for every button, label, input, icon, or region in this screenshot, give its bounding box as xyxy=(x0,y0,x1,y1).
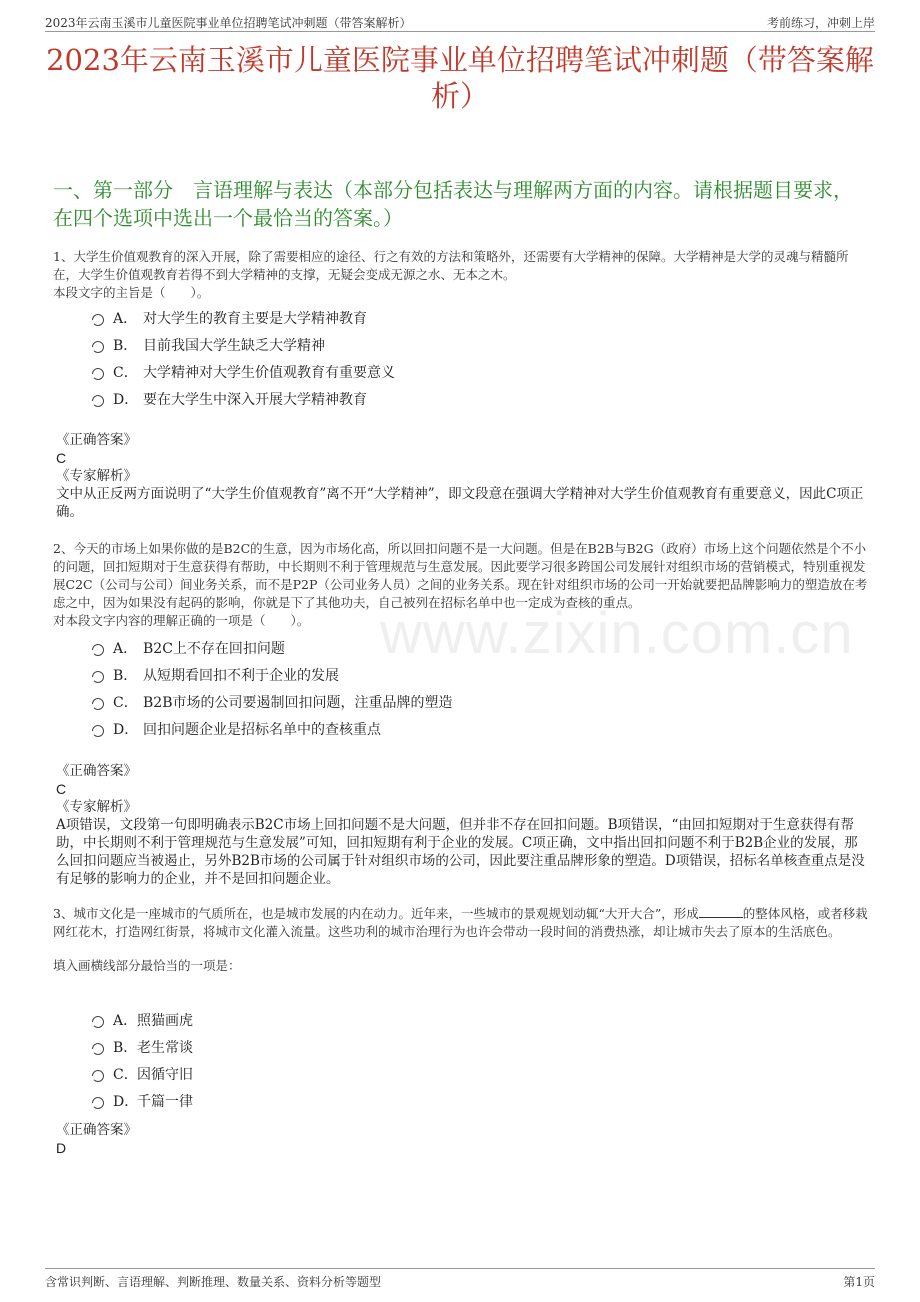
question-prompt: 填入画横线部分最恰当的一项是： xyxy=(53,958,241,973)
question-1-options xyxy=(92,304,395,412)
header-doc-title: 2023年云南玉溪市儿童医院事业单位招聘笔试冲刺题（带答案解析） xyxy=(45,16,412,30)
option-b[interactable]: B． 老生常谈 xyxy=(92,1033,193,1060)
page-header xyxy=(45,12,875,32)
question-3-answer xyxy=(56,1121,870,1157)
question-stem-text: 2、今天的市场上如果你做的是B2C的生意，因为市场化高，所以回扣问题不是一大问题。但是在B2B与B2G（政府）市场上这个问题依然是个不小的问题，回扣短期对于生意获得有帮助，中长期则不利于管理规范与生意发展。因此要学习很多跨国公司发展针对组织市场的营销模式，特别重视发展C2C（公司与公司）间业务关系，而不是P2P（公司业务人员）之间的业务关系。现在针对组织市场的公司一开始就要把品牌影响力的塑造放在考虑之中，因为如果没有起码的影响，你就是下了其他功夫，自己被列在招标名单中也一定成为查核的重点。 xyxy=(53,541,868,610)
answer-label: 《正确答案》 xyxy=(56,432,137,448)
question-prompt: 对本段文字内容的理解正确的一项是（ ）。 xyxy=(53,613,310,628)
question-prompt: 本段文字的主旨是（ ）。 xyxy=(53,285,210,300)
header-slogan: 考前练习，冲刺上岸 xyxy=(766,16,875,30)
option-b[interactable]: B． 从短期看回扣不利于企业的发展 xyxy=(92,661,452,688)
analysis-label: 《专家解析》 xyxy=(56,799,137,815)
fill-blank-line xyxy=(699,906,743,918)
option-a[interactable]: A． B2C上不存在回扣问题 xyxy=(92,634,452,661)
question-3-stem xyxy=(53,905,870,975)
section-heading: 一、第一部分 言语理解与表达（本部分包括表达与理解两方面的内容。请根据题目要求，在四个选项中选出一个最恰当的答案。） xyxy=(53,178,853,230)
option-d[interactable]: D． 千篇一律 xyxy=(92,1087,193,1114)
radio-icon[interactable] xyxy=(92,1016,104,1028)
radio-icon[interactable] xyxy=(92,368,104,380)
radio-icon[interactable] xyxy=(92,1043,104,1055)
watermark: www.zixin.com.cn xyxy=(380,601,854,666)
answer-value: C xyxy=(56,781,67,797)
radio-icon[interactable] xyxy=(92,644,104,656)
answer-value: C xyxy=(56,450,67,466)
question-stem-text: 1、大学生价值观教育的深入开展，除了需要相应的途径、行之有效的方法和策略外，还需要有大学精神的保障。大学精神是大学的灵魂与精髓所在，大学生价值观教育若得不到大学精神的支撑，无疑会变成无源之水、无本之木。 xyxy=(53,249,849,282)
question-3-options xyxy=(92,1006,193,1114)
question-2-stem xyxy=(53,540,870,630)
document-title: 2023年云南玉溪市儿童医院事业单位招聘笔试冲刺题（带答案解析） xyxy=(46,43,874,113)
option-c[interactable]: C． 因循守旧 xyxy=(92,1060,193,1087)
option-d[interactable]: D． 要在大学生中深入开展大学精神教育 xyxy=(92,385,395,412)
footer-description: 含常识判断、言语理解、判断推理、数量关系、资料分析等题型 xyxy=(45,1275,382,1289)
question-1-stem xyxy=(53,248,870,302)
question-1-answer xyxy=(56,431,870,521)
option-c[interactable]: C． B2B市场的公司要遏制回扣问题，注重品牌的塑造 xyxy=(92,688,452,715)
answer-label: 《正确答案》 xyxy=(56,1122,137,1138)
radio-icon[interactable] xyxy=(92,698,104,710)
option-a[interactable]: A． 对大学生的教育主要是大学精神教育 xyxy=(92,304,395,331)
analysis-label: 《专家解析》 xyxy=(56,468,137,484)
radio-icon[interactable] xyxy=(92,341,104,353)
radio-icon[interactable] xyxy=(92,725,104,737)
page-footer xyxy=(45,1268,875,1290)
option-c[interactable]: C． 大学精神对大学生价值观教育有重要意义 xyxy=(92,358,395,385)
analysis-text: 文中从正反两方面说明了“大学生价值观教育”离不开“大学精神”，即文段意在强调大学精神对大学生价值观教育有重要意义，因此C项正确。 xyxy=(56,486,864,520)
option-d[interactable]: D． 回扣问题企业是招标名单中的查核重点 xyxy=(92,715,452,742)
option-a[interactable]: A． 照猫画虎 xyxy=(92,1006,193,1033)
question-stem-text: 3、城市文化是一座城市的气质所在，也是城市发展的内在动力。近年来，一些城市的景观规划动辄“大开大合”，形成 的整体风格，或者移栽网红花木，打造网红街景，将城市文化灌入流量。这些功利的城市治理行为也许会带动一段时间的消费热涨，却让城市失去了原本的生活底色。 xyxy=(53,906,868,939)
page-number: 第1页 xyxy=(843,1275,875,1289)
radio-icon[interactable] xyxy=(92,1097,104,1109)
answer-value: D xyxy=(56,1140,67,1156)
answer-label: 《正确答案》 xyxy=(56,763,137,779)
question-2-answer xyxy=(56,762,870,888)
radio-icon[interactable] xyxy=(92,395,104,407)
analysis-text: A项错误，文段第一句即明确表示B2C市场上回扣问题不是大问题，但并非不存在回扣问题。B项错误，“由回扣短期对于生意获得有帮助，中长期则不利于管理规范与生意发展”可知，回扣短期有利于企业的发展。C项正确，文中指出回扣问题不利于B2B企业的发展，那么回扣问题应当被遏止，另外B2B市场的公司属于针对组织市场的公司，因此要注重品牌形象的塑造。D项错误，招标名单核查重点是没有足够的影响力的企业，并不是回扣问题企业。 xyxy=(56,817,865,887)
question-2-options xyxy=(92,634,452,742)
radio-icon[interactable] xyxy=(92,314,104,326)
radio-icon[interactable] xyxy=(92,1070,104,1082)
option-b[interactable]: B． 目前我国大学生缺乏大学精神 xyxy=(92,331,395,358)
radio-icon[interactable] xyxy=(92,671,104,683)
